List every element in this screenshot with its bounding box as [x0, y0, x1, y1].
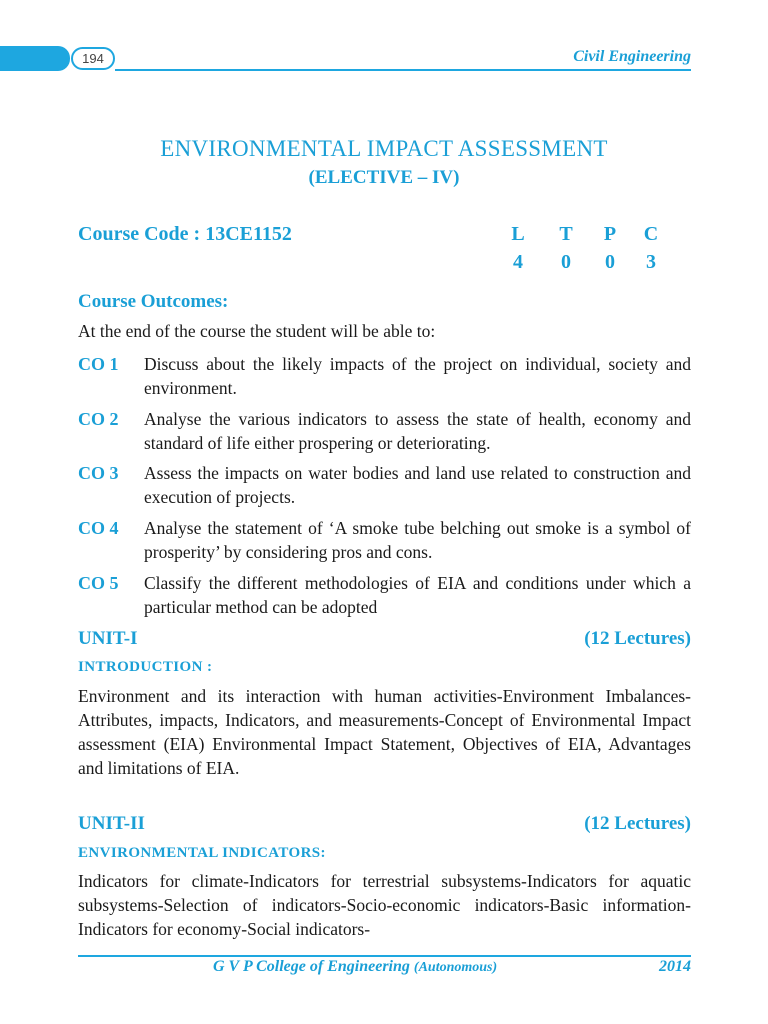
header-rule	[115, 69, 691, 71]
outcome-item	[78, 461, 691, 509]
unit-body: Environment and its interaction with human activities-Environment Imbalances- Attributes, impacts, Indicators, and measurements-Concept of Environmental Impact assessment (EIA) Environmental Impact Statement, Objectives of EIA, Advantages and limitations of EIA.	[78, 686, 691, 778]
ltpc-label-l: L	[511, 223, 525, 245]
course-code: Course Code : 13CE1152	[78, 223, 292, 245]
ltpc-value-p: 0	[605, 251, 615, 273]
college-name: G V P College of Engineering	[213, 958, 410, 975]
ltpc-value-c: 3	[646, 251, 656, 273]
header-accent-bar	[0, 46, 70, 71]
ltpc-label-c: C	[643, 223, 659, 245]
unit-heading	[78, 813, 691, 835]
unit-heading	[78, 628, 691, 650]
unit-title: UNIT-I	[78, 628, 138, 649]
outcome-label: CO 5	[78, 573, 119, 593]
unit-lectures: (12 Lectures)	[584, 628, 691, 649]
page-number-badge: 194	[71, 47, 115, 70]
outcome-text: Classify the different methodologies of EIA and conditions under which a particular method can be adopted	[144, 573, 691, 617]
outcome-text: Analyse the statement of ‘A smoke tube belching out smoke is a symbol of prosperity’ by considering pros and cons.	[144, 518, 691, 562]
unit-body: Indicators for climate-Indicators for terrestrial subsystems-Indicators for aquatic subsystems-Selection of indicators-Socio-economic indicators-Basic information-Indicators for economy-Social indicators-	[78, 871, 691, 939]
outcome-item	[78, 352, 691, 400]
outcome-label: CO 2	[78, 409, 119, 429]
outcome-label: CO 1	[78, 354, 119, 374]
college-status: (Autonomous)	[413, 960, 498, 975]
ltpc-label-t: T	[559, 223, 573, 245]
outcomes-intro: At the end of the course the student will be able to:	[78, 321, 436, 341]
footer-year: 2014	[659, 958, 691, 975]
unit-subtitle: ENVIRONMENTAL INDICATORS:	[78, 845, 326, 861]
outcome-item	[78, 571, 691, 619]
outcome-item	[78, 516, 691, 564]
outcome-label: CO 3	[78, 463, 119, 483]
outcome-text: Assess the impacts on water bodies and land use related to construction and execution of projects.	[144, 463, 691, 507]
ltpc-value-t: 0	[561, 251, 571, 273]
outcome-text: Analyse the various indicators to assess the state of health, economy and standard of life either prospering or deteriorating.	[144, 409, 691, 453]
page-subtitle: (ELECTIVE – IV)	[308, 167, 460, 188]
outcomes-heading: Course Outcomes:	[78, 291, 229, 312]
outcome-label: CO 4	[78, 518, 119, 538]
outcome-text: Discuss about the likely impacts of the project on individual, society and environment.	[144, 354, 691, 398]
unit-title: UNIT-II	[78, 813, 145, 834]
ltpc-value-l: 4	[513, 251, 523, 273]
page-title: ENVIRONMENTAL IMPACT ASSESSMENT	[160, 136, 608, 161]
unit-lectures: (12 Lectures)	[584, 813, 691, 834]
footer-rule	[78, 955, 691, 957]
outcome-item	[78, 407, 691, 455]
unit-subtitle: INTRODUCTION :	[78, 659, 213, 675]
footer-college	[213, 958, 497, 976]
ltpc-label-p: P	[603, 223, 617, 245]
department-label: Civil Engineering	[573, 48, 691, 65]
